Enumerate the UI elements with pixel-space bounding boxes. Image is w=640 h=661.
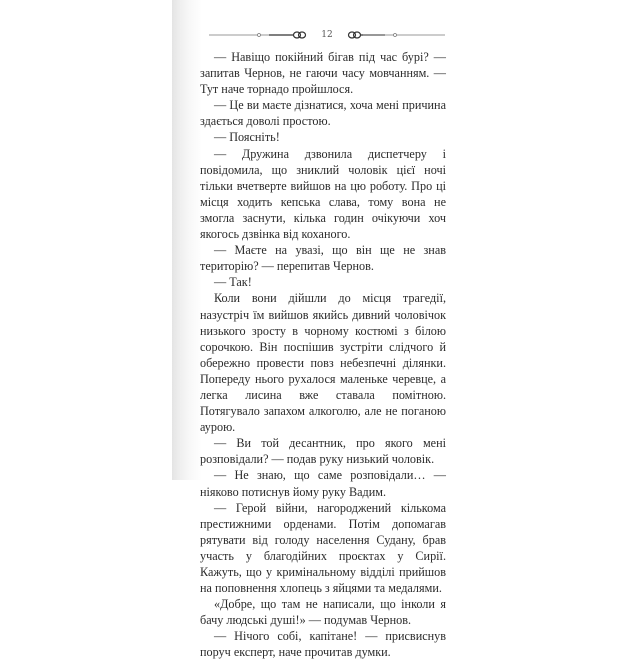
ornament-left-icon <box>209 29 309 41</box>
paragraph: — Не знаю, що саме розповідали… — ніяково потиснув йому руку Вадим. <box>200 468 446 499</box>
paragraph: «Добре, що там не написали, що інколи я бачу людські душі!» — подумав Чернов. <box>200 597 446 628</box>
paragraph: — Дружина дзвонила диспетчеру і повідомила, що зниклий чоловік цієї ночі тільки вчетверте вийшов на цю роботу. Про ці місця ходить кепська слава, тому вона не змогла заснути, кілька годин очікуючи хоч якогось дзвінка від коханого. <box>200 146 446 242</box>
paragraph: Коли вони дійшли до місця трагедії, назустріч їм вийшов якийсь дивний чоловічок низького зросту в чорному костюмі з білою сорочкою. Він поспішив зустріти слідчого й обережно провести повз небезпечні ділянки. Попереду нього рухалося маленьке черевце, а легка лисина вже ставала помітною. Потягувало запахом алкоголю, але не поганою аурою. <box>200 291 446 435</box>
ornament-right-icon <box>345 29 445 41</box>
paragraph: — Це ви маєте дізнатися, хоча мені причина здається доволі простою. <box>200 98 446 129</box>
paragraph: — Ви той десантник, про якого мені розповідали? — подав руку низький чоловік. <box>200 436 446 467</box>
paragraph: — Поясніть! <box>214 130 280 145</box>
paragraph: — Так! <box>214 275 252 290</box>
page-number: 12 <box>321 30 333 40</box>
paragraph: — Нічого собі, капітане! — присвиснув поруч експерт, наче прочитав думки. <box>200 629 446 660</box>
page-header <box>207 28 447 42</box>
paragraph: — Герой війни, нагороджений кількома престижними орденами. Потім допомагав рятувати від голоду населення Судану, брав участь у благодійних проєктах у Сирії. Кажуть, що у кримінальному відділі прийшов на поповнення хлопець з яйцями та медалями. <box>200 500 446 596</box>
paragraph: — Маєте на увазі, що він ще не знав територію? — перепитав Чернов. <box>200 243 446 274</box>
page-body <box>200 49 446 661</box>
paragraph: — Навіщо покійний бігав під час бурі? — запитав Чернов, не гаючи часу мовчанням. — Тут наче торнадо пройшлося. <box>200 50 446 97</box>
